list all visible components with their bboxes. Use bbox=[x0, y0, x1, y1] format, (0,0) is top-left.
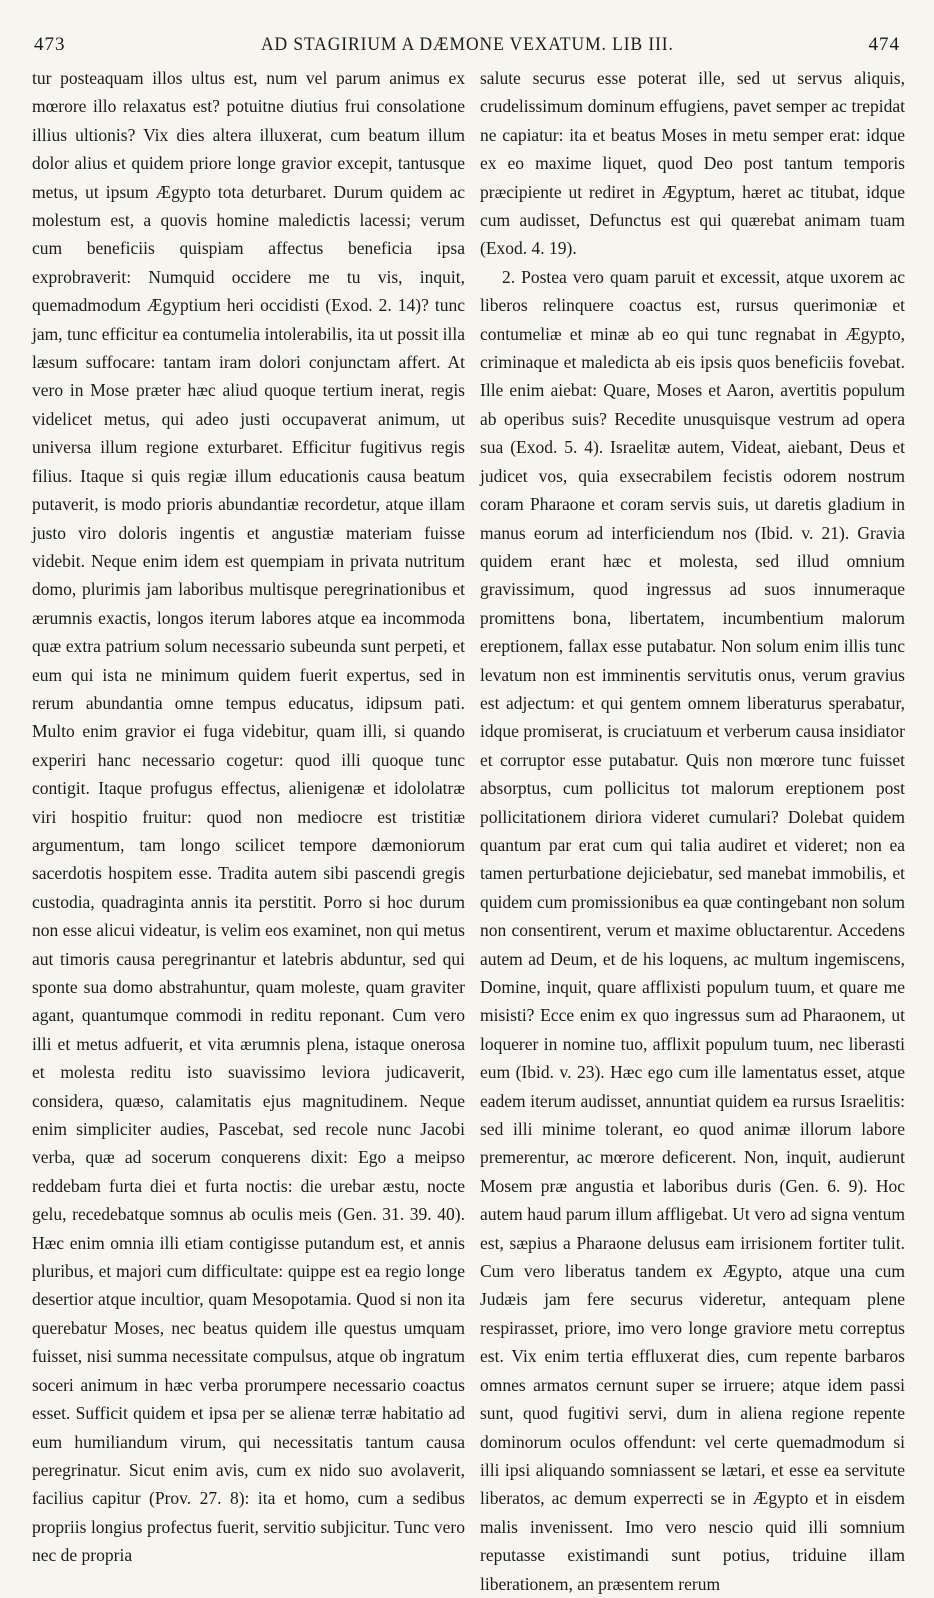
left-column bbox=[32, 64, 465, 1566]
right-paragraph-2: 2. Postea vero quam paruit et excessit, atque uxorem ac liberos relinquere coactus est, rursus querimoniæ et contumeliæ et minæ ab eo qui tunc regnabat in Ægypto, criminaque et maledicta ab eis ipsis quos beneficiis fovebat. Ille enim aiebat: Quare, Moses et Aaron, avertitis populum ab operibus suis? Recedite unusquisque vestrum ad opera sua (Exod. 5. 4). Israelitæ autem, Videat, aiebant, Deus et judicet vos, quia exsecrabilem fecistis odorem nostrum coram Pharaone et coram servis suis, ut daretis gladium in manus eorum ad interficiendum nos (Ibid. v. 21). Gravia quidem erant hæc et molesta, sed illud omnium gravissimum, quod ingressus ad suos innumeraque promittens bona, libertatem, incumbentium malorum ereptionem, fallax esse putabatur. Non solum enim illis tunc levatum non est imminentis servitutis onus, verum gravius est adjectum: et qui gentem omnem liberaturus sperabatur, idque promiserat, is cruciatuum et verberum causa insidiator et corruptor esse putabatur. Quis non mœrore tunc fuisset absorptus, cum pollicitus tot malorum ereptionem post pollicitationem diriora videret cumulari? Dolebat quidem quantum par erat cum qui talia audiret et videret; non ea tamen perturbatione dejiciebatur, sed manebat immobilis, et quidem cum promissionibus ea quæ contingebant non solum non consentirent, verum et maxime obluctarentur. Accedens autem ad Deum, et de his loquens, ac multum ingemiscens, Domine, inquit, quare afflixisti populum tuum, et quare me misisti? Ecce enim ex quo ingressus sum ad Pharaonem, ut loquerer in nomine tuo, afflixit populum tuum, nec liberasti eum (Ibid. v. 23). Hæc ego cum ille lamentatus esset, atque eadem iterum audisset, annuntiat quidem ea rursus Israelitis: sed illi minime tolerant, eo quod animæ illorum labore premerentur, ac mœrore deficerent. Non, inquit, audierunt Mosem præ angustia et laboribus duris (Gen. 6. 9). Hoc autem haud parum illum affligebat. Ut vero ad signa ventum est, sæpius a Pharaone delusus eam irrisionem fortiter tulit. Cum vero liberatus tandem ex Ægypto, atque una cum Judæis jam fere securus videretur, antequam plene respirasset, priore, imo vero longe graviore metu correptus est. Vix enim tertia effluxerat dies, cum repente barbaros omnes armatos cernunt super se irruere; atque idem passi sunt, quod fugitivi servi, dum in aliena regione repente dominorum oculos offendunt: vel certe quemadmodum si illi ipsi aliquando somniassent se lætari, et esse ea servitute liberatos, ac demum experrecti se in Ægypto et in eisdem malis invenissent. Imo vero nescio quid illi somnium reputasse existimandi sunt potius, triduine illam liberationem, an præsentem rerum bbox=[480, 266, 905, 1594]
running-title: AD STAGIRIUM A DÆMONE VEXATUM. LIB III. bbox=[260, 34, 674, 55]
right-paragraph-1: salute securus esse poterat ille, sed ut servus aliquis, crudelissimum dominum effugiens, pavet semper ac trepidat ne capiatur: ita et beatus Moses in metu semper erat: idque ex eo maxime liquet, quod Deo post tantum temporis præcipiente ut rediret in Ægyptum, hæret ac titubat, idque cum audisset, Defunctus est qui quærebat animam tuam (Exod. 4. 19). bbox=[480, 68, 905, 259]
right-column bbox=[480, 64, 905, 1594]
page-number-right: 474 bbox=[868, 34, 900, 55]
page-number-left: 473 bbox=[34, 34, 66, 55]
running-header bbox=[34, 34, 900, 60]
left-paragraph-1: tur posteaquam illos ultus est, num vel parum animus ex mœrore illo relaxatus est? potuitne diutius frui consolatione illius ultionis? Vix dies altera illuxerat, cum beatum illum dolor alius et quidem priore longe gravior excepit, tantusque metus, ut ipsum Ægypto tota deturbaret. Durum quidem ac molestum est, a quovis homine maledictis lacessi; verum cum beneficiis quispiam affectus beneficia ipsa exprobraverit: Numquid occidere me tu vis, inquit, quemadmodum Ægyptium heri occidisti (Exod. 2. 14)? tunc jam, tunc efficitur ea contumelia intolerabilis, ita ut possit illa læsum suffocare: tantam iram dolori conjunctam affert. At vero in Mose præter hæc aliud quoque tertium inerat, regis videlicet metus, qui adeo justi occupaverat animum, ut universa illum regione exturbaret. Efficitur fugitivus regis filius. Itaque si quis regiæ illum educationis causa beatum putaverit, is modo prioris abundantiæ recordetur, atque illam justo viro doloris ingentis et angustiæ materiam fuisse videbit. Neque enim idem est quempiam in privata nutritum domo, plurimis jam laboribus multisque peregrinationibus et ærumnis exactis, longos iterum labores atque ea incommoda quæ extra patrium solum necessario subeunda sunt perpeti, et eum qui ista ne minimum quidem fuerit expertus, sed in rerum abundantia omne tempus educatus, idipsum pati. Multo enim gravior ei fuga videbitur, quam illi, si quando experiri hanc necessario cogetur: quod illi quoque tunc contigit. Itaque profugus effectus, alienigenæ et idololatræ viri hospitio fruitur: quod non mediocre est tristitiæ argumentum, tam longo scilicet tempore dæmoniorum sacerdotis hospitem esse. Tradita autem sibi pascendi gregis custodia, quadraginta annis ita perstitit. Porro si hoc durum non esse alicui videatur, is velim eos examinet, non qui metus aut timoris causa peregrinantur et latebris abduntur, sed qui sponte sua domo abstrahuntur, quam moleste, quam graviter agant, quantumque commodi in reditu reponant. Cum vero illi et metus adfuerit, et vita ærumnis plena, istaque onerosa et molesta reditu isto suavissimo leviora judicaverit, considera, quæso, calamitatis ejus magnitudinem. Neque enim simpliciter audies, Pascebat, sed recole nunc Jacobi verba, quæ ad socerum conquerens dixit: Ego a meipso reddebam furta diei et furta noctis: die urebar æstu, nocte gelu, recedebatque somnus ab oculis meis (Gen. 31. 39. 40). Hæc enim omnia illi etiam contigisse putandum est, et annis pluribus, et majori cum difficultate: quippe est ea regio longe desertior atque incultior, quam Mesopotamia. Quod si non ita querebatur Moses, nec beatus quidem ille questus umquam fuisset, nisi summa necessitate compulsus, atque ob ingratum soceri animum in hæc verba prorumpere necessario coactus esset. Sufficit quidem et ipsa per se alienæ terræ habitatio ad eum humiliandum virum, qui necessitatis tantum causa peregrinatur. Sicut enim avis, cum ex nido suo avolaverit, facilius capitur (Prov. 27. 8): ita et homo, cum a sedibus propriis longius profectus fuerit, servitio subjicitur. Tunc vero nec de propria bbox=[32, 68, 465, 1566]
